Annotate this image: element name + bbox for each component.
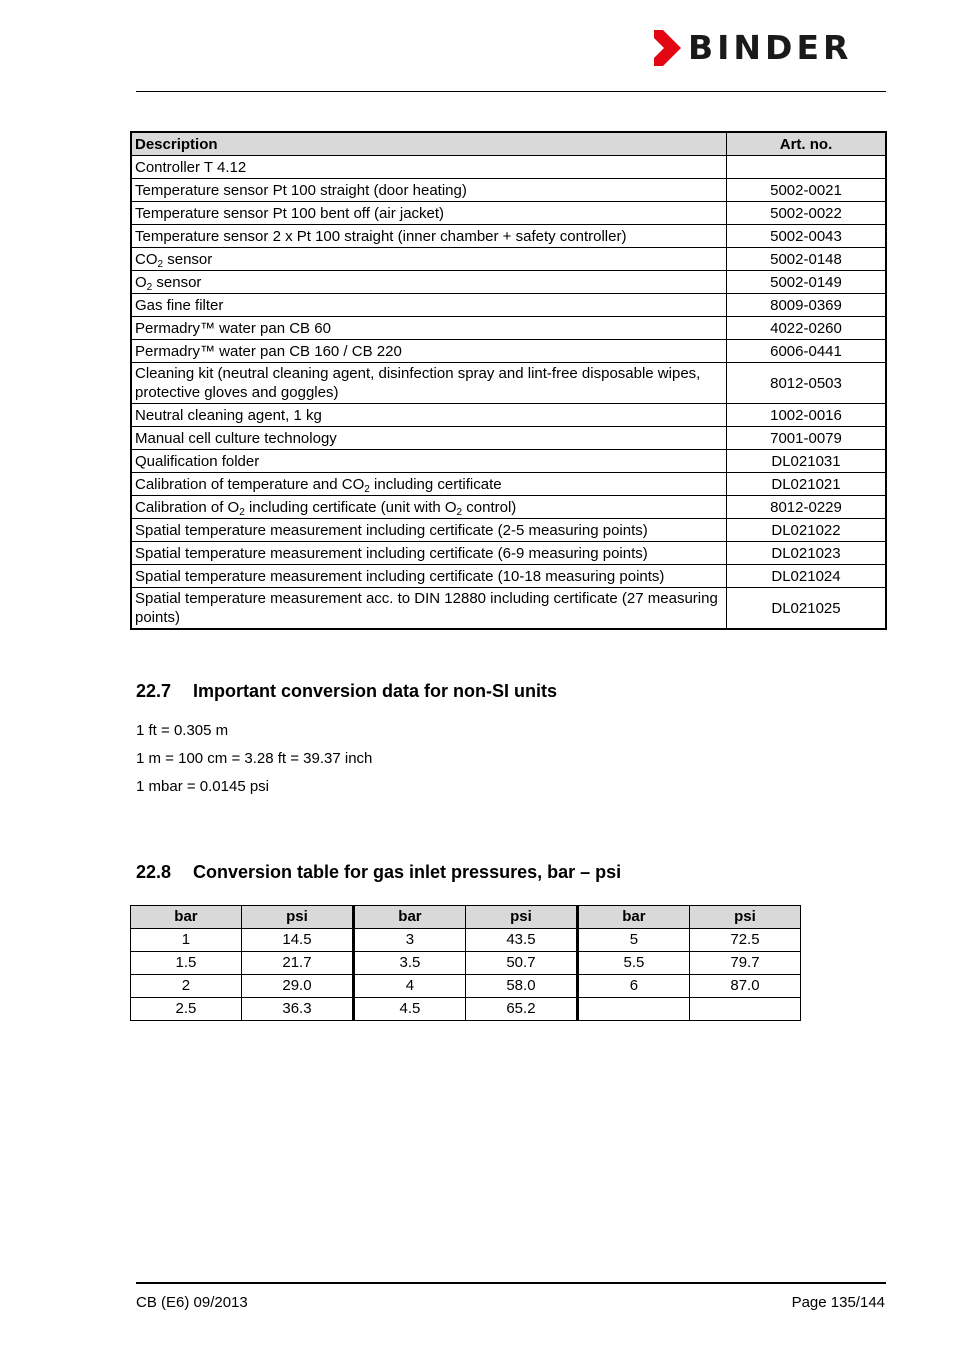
conversion-line: 1 m = 100 cm = 3.28 ft = 39.37 inch xyxy=(136,750,373,767)
description-text: Spatial temperature measurement including certificate (6-9 measuring points) xyxy=(135,544,648,562)
bar-value: 5 xyxy=(577,929,689,952)
table-row xyxy=(131,450,886,473)
part-description xyxy=(131,519,727,542)
bar-value: 4 xyxy=(353,975,465,998)
part-description xyxy=(131,271,727,294)
part-description xyxy=(131,473,727,496)
description-text: CO xyxy=(135,250,158,268)
description-text: Manual cell culture technology xyxy=(135,429,337,447)
table-row xyxy=(131,473,886,496)
table-row xyxy=(131,225,886,248)
part-art-no: DL021025 xyxy=(727,588,887,630)
conversion-line: 1 mbar = 0.0145 psi xyxy=(136,778,270,795)
part-art-no: 8012-0503 xyxy=(727,363,887,404)
part-art-no: 5002-0021 xyxy=(727,179,887,202)
table-row xyxy=(131,975,801,998)
part-art-no: 5002-0148 xyxy=(727,248,887,271)
part-art-no: 6006-0441 xyxy=(727,340,887,363)
bar-value: 2.5 xyxy=(131,998,242,1021)
description-text: Temperature sensor Pt 100 bent off (air jacket) xyxy=(135,204,445,222)
section-number: 22.7 xyxy=(136,681,172,701)
part-description xyxy=(131,588,727,630)
part-description xyxy=(131,248,727,271)
part-description xyxy=(131,404,727,427)
part-art-no: 8009-0369 xyxy=(727,294,887,317)
part-description xyxy=(131,427,727,450)
table-row xyxy=(131,998,801,1021)
description-text: Spatial temperature measurement acc. to DIN 12880 including certificate (27 measuring points) xyxy=(135,590,718,626)
description-text: sensor xyxy=(163,250,213,268)
part-art-no: DL021021 xyxy=(727,473,887,496)
psi-value: 50.7 xyxy=(465,952,577,975)
description-text: control) xyxy=(462,498,517,516)
section-22-7-heading xyxy=(136,681,557,702)
bar-column-header: bar xyxy=(131,906,242,929)
bar-value xyxy=(577,998,689,1021)
psi-column-header: psi xyxy=(465,906,577,929)
bar-value: 2 xyxy=(131,975,242,998)
table-row xyxy=(131,404,886,427)
binder-logo xyxy=(654,30,852,66)
part-art-no: 5002-0043 xyxy=(727,225,887,248)
psi-value: 36.3 xyxy=(241,998,353,1021)
psi-column-header: psi xyxy=(241,906,353,929)
description-text: Spatial temperature measurement including certificate (10-18 measuring points) xyxy=(135,567,665,585)
description-text: Neutral cleaning agent, 1 kg xyxy=(135,406,322,424)
art-no-header: Art. no. xyxy=(727,132,887,156)
page-number: Page 135/144 xyxy=(791,1294,885,1311)
psi-value: 65.2 xyxy=(465,998,577,1021)
psi-value: 21.7 xyxy=(241,952,353,975)
part-art-no: DL021023 xyxy=(727,542,887,565)
part-description xyxy=(131,156,727,179)
description-text: including certificate xyxy=(369,475,502,493)
part-description xyxy=(131,202,727,225)
table-row xyxy=(131,496,886,519)
psi-value: 14.5 xyxy=(241,929,353,952)
part-art-no: DL021024 xyxy=(727,565,887,588)
table-row xyxy=(131,317,886,340)
bar-column-header: bar xyxy=(577,906,689,929)
section-number: 22.8 xyxy=(136,862,172,882)
part-art-no: 5002-0149 xyxy=(727,271,887,294)
psi-value: 29.0 xyxy=(241,975,353,998)
subscript: 2 xyxy=(456,506,463,518)
conversion-line: 1 ft = 0.305 m xyxy=(136,722,229,739)
bar-value: 6 xyxy=(577,975,689,998)
description-text: Gas fine filter xyxy=(135,296,224,314)
description-header: Description xyxy=(131,132,727,156)
description-text: Controller T 4.12 xyxy=(135,158,247,176)
table-row xyxy=(131,156,886,179)
description-text: Permadry™ water pan CB 160 / CB 220 xyxy=(135,342,402,360)
table-row xyxy=(131,519,886,542)
bar-value: 1.5 xyxy=(131,952,242,975)
part-description xyxy=(131,340,727,363)
section-22-8-heading xyxy=(136,862,621,883)
part-art-no: DL021022 xyxy=(727,519,887,542)
table-row xyxy=(131,179,886,202)
description-text: Cleaning kit (neutral cleaning agent, disinfection spray and lint-free disposable wipes, protective gloves and goggles) xyxy=(135,365,701,401)
footer-rule xyxy=(136,1282,886,1284)
table-row xyxy=(131,542,886,565)
table-row xyxy=(131,565,886,588)
table-row xyxy=(131,294,886,317)
bar-value: 1 xyxy=(131,929,242,952)
table-row xyxy=(131,363,886,404)
description-text: O xyxy=(135,273,147,291)
part-art-no: 7001-0079 xyxy=(727,427,887,450)
subscript: 2 xyxy=(146,281,153,293)
table-row xyxy=(131,202,886,225)
part-art-no: 5002-0022 xyxy=(727,202,887,225)
part-description xyxy=(131,179,727,202)
conversion-table-header xyxy=(131,906,801,929)
subscript: 2 xyxy=(364,483,370,495)
description-text: Qualification folder xyxy=(135,452,260,470)
part-art-no: DL021031 xyxy=(727,450,887,473)
description-text: Calibration of O xyxy=(135,498,240,516)
psi-value: 58.0 xyxy=(465,975,577,998)
parts-table xyxy=(130,131,887,630)
subscript: 2 xyxy=(239,506,245,518)
part-description xyxy=(131,363,727,404)
subscript: 2 xyxy=(157,258,164,270)
table-row xyxy=(131,271,886,294)
bar-value: 3 xyxy=(353,929,465,952)
psi-value: 43.5 xyxy=(465,929,577,952)
part-description xyxy=(131,294,727,317)
section-title: Important conversion data for non-SI units xyxy=(193,681,558,701)
psi-value: 72.5 xyxy=(689,929,800,952)
description-text: Spatial temperature measurement including certificate (2-5 measuring points) xyxy=(135,521,648,539)
part-art-no: 4022-0260 xyxy=(727,317,887,340)
description-text: Temperature sensor Pt 100 straight (door heating) xyxy=(135,181,467,199)
bar-value: 4.5 xyxy=(353,998,465,1021)
part-description xyxy=(131,496,727,519)
header-rule xyxy=(136,91,886,92)
section-title: Conversion table for gas inlet pressures, bar – psi xyxy=(193,862,622,882)
bar-value: 3.5 xyxy=(353,952,465,975)
pressure-conversion-table xyxy=(130,905,801,1021)
description-text: including certificate (unit with O xyxy=(244,498,457,516)
part-description xyxy=(131,225,727,248)
description-text: Permadry™ water pan CB 60 xyxy=(135,319,331,337)
part-art-no: 8012-0229 xyxy=(727,496,887,519)
description-text: sensor xyxy=(152,273,202,291)
psi-value: 87.0 xyxy=(689,975,800,998)
table-row xyxy=(131,340,886,363)
table-row xyxy=(131,248,886,271)
part-description xyxy=(131,542,727,565)
binder-logo-mark-icon xyxy=(654,30,682,66)
bar-column-header: bar xyxy=(353,906,465,929)
table-row xyxy=(131,952,801,975)
table-row xyxy=(131,427,886,450)
table-row xyxy=(131,588,886,630)
psi-column-header: psi xyxy=(689,906,800,929)
description-text: Calibration of temperature and CO xyxy=(135,475,365,493)
parts-table-header xyxy=(131,132,886,156)
psi-value xyxy=(689,998,800,1021)
part-art-no: 1002-0016 xyxy=(727,404,887,427)
part-description xyxy=(131,565,727,588)
psi-value: 79.7 xyxy=(689,952,800,975)
table-row xyxy=(131,929,801,952)
brand-name: BINDER xyxy=(688,28,853,67)
document-id: CB (E6) 09/2013 xyxy=(136,1294,248,1311)
part-description xyxy=(131,450,727,473)
bar-value: 5.5 xyxy=(577,952,689,975)
part-description xyxy=(131,317,727,340)
description-text: Temperature sensor 2 x Pt 100 straight (inner chamber + safety controller) xyxy=(135,227,627,245)
part-art-no xyxy=(727,156,887,179)
